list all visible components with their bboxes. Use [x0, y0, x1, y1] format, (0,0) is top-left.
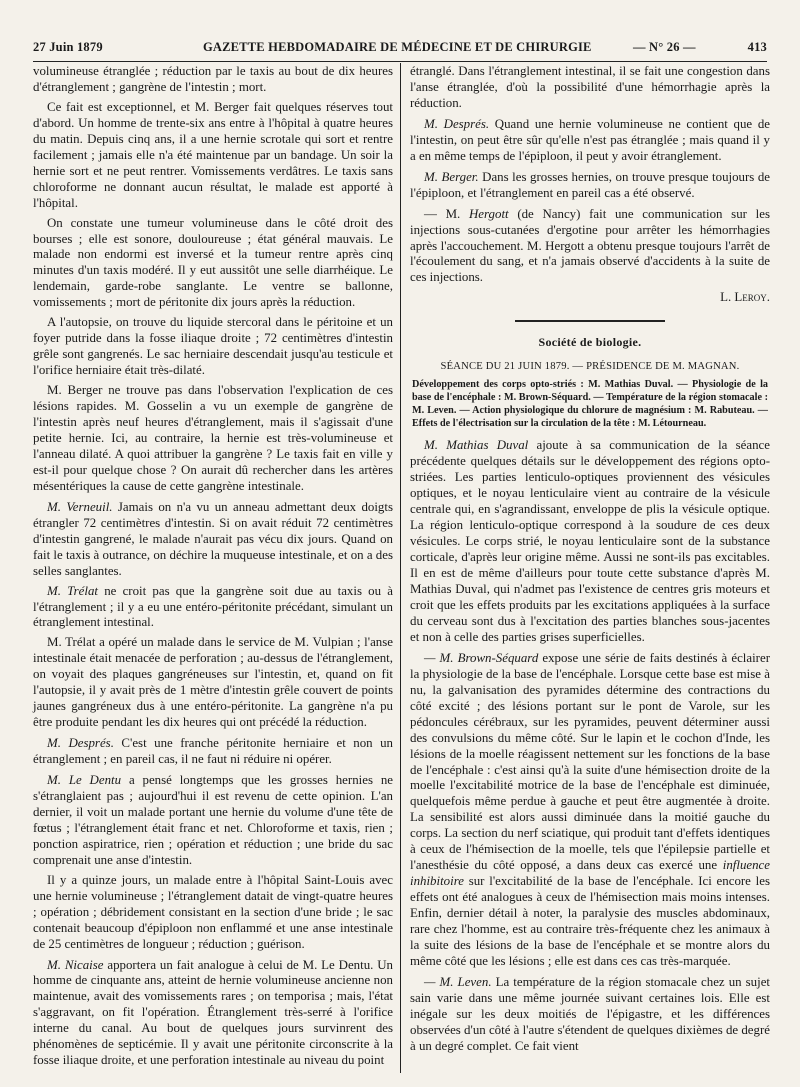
- paragraph: [410, 975, 770, 1055]
- paragraph-text: apportera un fait analogue à celui de M. Le Dentu. Un homme de cinquante ans, atteint de hernie volumineuse ancienne non maintenue, avait des vomissements rares ; on temporisa ; mais, l'état s'aggravant, on fit l'opération. Étranglement très-serré à l'orifice interne du canal. Au bout de quelques jours survinrent des phénomènes de septicémie. Il y avait une péritonite circonscrite à la fosse iliaque droite, et une perforation intestinale au niveau du point: [33, 957, 393, 1068]
- speaker-name: M. Nicaise: [47, 957, 104, 972]
- journal-title: GAZETTE HEBDOMADAIRE DE MÉDECINE ET DE CHIRURGIE: [203, 40, 592, 54]
- speaker-name: M. Mathias Duval: [424, 438, 529, 453]
- speaker-name: M. Verneuil.: [47, 499, 113, 514]
- paragraph: [33, 500, 393, 580]
- speaker-name: — M. Brown-Séquard: [424, 650, 539, 665]
- paragraph: [33, 584, 393, 632]
- speaker-name: M. Trélat: [47, 583, 98, 598]
- paragraph: volumineuse étranglée ; réduction par le taxis au bout de dix heures d'étranglement ; gangrène de l'intestin ; mort.: [33, 64, 393, 94]
- dash-prefix: — M.: [424, 206, 461, 221]
- header-rule: [33, 61, 767, 62]
- society-heading: Société de biologie.: [538, 335, 642, 350]
- paragraph: [33, 736, 393, 768]
- running-head: [33, 40, 767, 58]
- paragraph-text: a pensé longtemps que les grosses hernies ne s'étranglaient pas ; aujourd'hui il est revenu de cette opinion. L'an dernier, il voit un malade portant une hernie du volume d'une tête de fœtus ; l'étranglement était franc et net. Chloroforme et taxis, rien ; ponction aspiratrice, rien ; opération et réduction ; une bride du sac comprenait une anse d'intestin.: [33, 773, 393, 867]
- paragraph: Ce fait est exceptionnel, et M. Berger fait quelques réserves tout d'abord. Un homme de trente-six ans entre à l'hôpital à quatre heures du matin. Depuis cinq ans, il a une hernie scrotale qui sort et rentre facilement ; jamais elle n'a été maintenue par un bandage. Un soir la hernie sort et ne peut rentrer. Vomissements verdâtres. Le taxis sans chloroforme ne donnant aucun résultat, le malade est apporté à l'hôpital.: [33, 99, 393, 210]
- paragraph: M. Berger ne trouve pas dans l'observation l'explication de ces lésions rapides. M. Gosselin a vu un exemple de gangrène de l'intestin après neuf heures d'étranglement, mais il s'agissait d'une petite hernie. Ici, au contraire, la hernie est très-volumineuse et l'anneau dilaté. A quoi attribuer la gangrène ? Le taxis fait en ville y est-il pour quelque chose ? On aurait dû rechercher dans les artères mésentériques la cause de cette gangrène intestinale.: [33, 383, 393, 493]
- right-column: [410, 64, 770, 1059]
- issue-number: — N° 26 —: [633, 40, 696, 54]
- paragraph: M. Trélat a opéré un malade dans le service de M. Vulpian ; l'anse intestinale était menacée de perforation ; au-dessus de l'étranglement, on voyait des plaques gangréneuses sur l'intestin, et, quand on fit l'autopsie, il y avait près de 1 mètre d'intestin grêle couvert de points jaunes gangréneux dus à une entéro-péritonite. La gangrène n'a pu être produite pendant les dix heures qui ont précédé la réduction.: [33, 635, 393, 730]
- emphasis: influence inhibitoire: [410, 858, 770, 889]
- paragraph: A l'autopsie, on trouve du liquide stercoral dans le péritoine et un foyer putride dans la fosse iliaque droite ; 72 centimètres d'intestin grêle sont gangrenés. Le sac herniaire descendait jusqu'au testicule et l'orifice herniaire était très-dilaté.: [33, 315, 393, 378]
- paragraph: [410, 207, 770, 287]
- paragraph-text: Dans les grosses hernies, on trouve presque toujours de l'épiploon, et l'étranglement en pareil cas a été observé.: [410, 169, 770, 200]
- paragraph: [410, 651, 770, 970]
- paragraph: Il y a quinze jours, un malade entre à l'hôpital Saint-Louis avec une hernie volumineuse ; l'étranglement datait de vingt-quatre heures ; opération ; débridement consistant en la section d'une bride ; le sac contenait beaucoup d'épiploon non enflammé et une anse intestinale de 25 centimètres de longueur ; réduction ; guérison.: [33, 872, 393, 951]
- paragraph-text: Jamais on n'a vu un anneau admettant deux doigts étrangler 72 centimètres d'intestin. Si on avait réduit 72 centimètres d'intestin gangrené, le malade n'aurait pas vécu dix jours. Quand on fait le taxis à outrance, on déchire la muqueuse intestinale, et on a des selles sanglantes.: [33, 499, 393, 578]
- paragraph-text: C'est une franche péritonite herniaire et non un étranglement ; en pareil cas, il ne faut ni réduire ni opérer.: [33, 736, 393, 767]
- column-divider: [400, 63, 401, 1073]
- page-number: 413: [747, 40, 767, 54]
- left-column: [33, 64, 393, 1073]
- speaker-name: M. Després.: [424, 116, 490, 131]
- paragraph: [33, 958, 393, 1070]
- paragraph: [410, 438, 770, 645]
- paragraph-text: sur l'excitabilité de la base de l'encéphale. Ici encore les effets ont été analogues à ceux de l'hémisection mais moins intenses. Enfin, dernier détail à noter, la paralysie des muscles abdominaux, rare chez l'homme, est au contraire très-fréquente chez les animaux à la suite des lésions de la base de l'encéphale et se montre alors du même côté que les lésions ; elle est dans ces cas très-marquée.: [410, 874, 770, 968]
- speaker-name: Hergott: [468, 206, 509, 221]
- issue-date: 27 Juin 1879: [33, 40, 103, 54]
- paragraph-text: (de Nancy) fait une communication sur les injections sous-cutanées d'ergotine pour arrêter les hémorrhagies après l'accouchement. M. Hergott a obtenu presque toujours l'arrêt de l'écoulement du sang, et n'a jamais observé d'accidents à la suite de ces injections.: [410, 206, 770, 285]
- author-signature: L. Leroy.: [720, 290, 770, 305]
- paragraph-text: Quand une hernie volumineuse ne contient que de l'intestin, on peut être sûr qu'elle n'est pas étranglée ; mais quand il y a en même temps de l'épiploon, il peut y avoir étranglement.: [410, 116, 770, 163]
- speaker-name: — M. Leven.: [424, 974, 492, 989]
- section-separator: [515, 320, 665, 322]
- paragraph: On constate une tumeur volumineuse dans le côté droit des bourses ; elle est sonore, douloureuse ; état général mauvais. Le malade non endormi est inversé et la tumeur rentre après cinq minutes d'un taxis modéré. Il y eut aussitôt une selle diarrhéique. Le lendemain, garde-robe sanglante. Le ventre se ballonne, vomissements ; mort de péritonite dix jours après la réduction.: [33, 215, 393, 310]
- session-summary: Développement des corps opto-striés : M. Mathias Duval. — Physiologie de la base de l'encéphale : M. Brown-Séquard. — Température de la région stomacale : M. Leven. — Action physiologique du chlorure de magnésium : M. Rabuteau. — Effets de l'électrisation sur la circulation de la tête : M. Létourneau.: [412, 379, 768, 429]
- speaker-name: M. Després.: [47, 736, 114, 751]
- session-heading: SÉANCE DU 21 JUIN 1879. — PRÉSIDENCE DE M. MAGNAN.: [440, 361, 740, 373]
- paragraph: [410, 117, 770, 165]
- paragraph: étranglé. Dans l'étranglement intestinal, il se fait une congestion dans l'anse étranglée, d'où la possibilité d'une hémorrhagie après la réduction.: [410, 64, 770, 110]
- paragraph: [33, 773, 393, 869]
- speaker-name: M. Berger.: [424, 169, 479, 184]
- paragraph-text: ne croit pas que la gangrène soit due au taxis ou à l'étranglement ; il y a eu une entéro-péritonite précédant, simulant un étranglement intestinal.: [33, 583, 393, 630]
- paragraph: [410, 170, 770, 202]
- paragraph-text: La température de la région stomacale chez un sujet sain varie dans une même journée suivant certaines lois. Elle est inégale sur les deux moitiés de l'épigastre, et les différences observées d'un côté à l'autre s'étendent de quelques dixièmes de degré à un degré complet. Ce fait vient: [410, 974, 770, 1053]
- speaker-name: M. Le Dentu: [47, 773, 122, 788]
- paragraph-text: ajoute à sa communication de la séance précédente quelques détails sur le développement des régions opto-striées. Les parties lenticulo-optiques proviennent des vésicules optiques, et le noyau lenticulaire vient au contraire de la vésicule centrale qui, en s'agrandissant, enveloppe de plis la vésicule optique. La région lenticulo-optique correspond à la soudure de ces deux vésicules. Le corps strié, le noyau lenticulaire sont de la substance corticale, d'après leur origine même. Aussi ne sont-ils pas excitables. Il en est de même d'ailleurs pour toute cette substance d'après M. Mathias Duval, qui n'admet pas l'existence de centres gris moteurs et croit que les effets produits par les excitations appliquées à la surface du cerveau sont dus à l'excitation des parties blanches sous-jacentes et non à celle des parties grises superficielles.: [410, 438, 770, 644]
- paragraph-text: expose une série de faits destinés à éclairer la physiologie de la base de l'encéphale. Lorsque cette base est mise à nu, la galvanisation des pyramides détermine des contractions du côté excité ; des lésions portant sur le pont de Varole, sur les pédoncules cérébraux, sur les pyramides, peuvent déterminer aussi des convulsions du même côté. Sur le lapin et le cochon d'Inde, les lésions de la moelle réagissent nettement sur les fonctions de la base de l'encéphale : c'est ainsi qu'à la suite d'une hémisection droite de la moelle l'excitabilité motrice de la base de l'encéphale est diminuée, quelquefois même perdue à gauche et peut être augmentée à droite. La sensibilité est alors aussi diminuée dans la moitié gauche du corps. La section du nerf sciatique, qui produit tant d'effets identiques à ceux de l'hémisection de la moelle, tels que l'épilepsie partielle et l'anesthésie du côté opposé, a dans deux cas exercé une: [410, 650, 770, 873]
